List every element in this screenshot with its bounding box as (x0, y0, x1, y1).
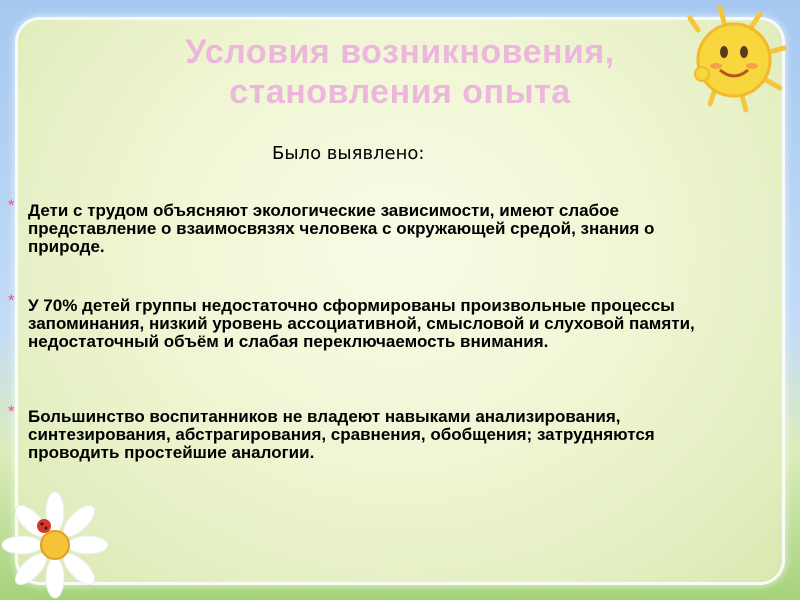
bullet-text: Большинство воспитанников не владеют навыками анализирования, синтезирования, абстрагирования, сравнения, обобщения; затрудняются проводить простейшие аналогии. (28, 407, 655, 462)
bullet-text: Дети с трудом объясняют экологические зависимости, имеют слабое представление о взаимосвязях человека с окружающей средой, знания о природе. (28, 201, 655, 256)
daisy-icon (0, 490, 110, 600)
bullet-marker: * (8, 291, 15, 310)
bullet-item (8, 402, 718, 462)
bullet-item (8, 196, 718, 256)
bullet-marker: * (8, 196, 15, 215)
slide-title-line1: Условия возникновения, (185, 33, 615, 71)
slide-title-line2: становления опыта (229, 73, 571, 111)
bullet-text: У 70% детей группы недостаточно сформированы произвольные процессы запоминания, низкий уровень ассоциативной, смысловой и слуховой памяти, недостаточный объём и слабая переключаемость внимания. (28, 296, 695, 351)
bullet-marker: * (8, 402, 15, 421)
bullet-item (8, 291, 718, 351)
slide-subtitle: Было выявлено: (272, 143, 425, 164)
